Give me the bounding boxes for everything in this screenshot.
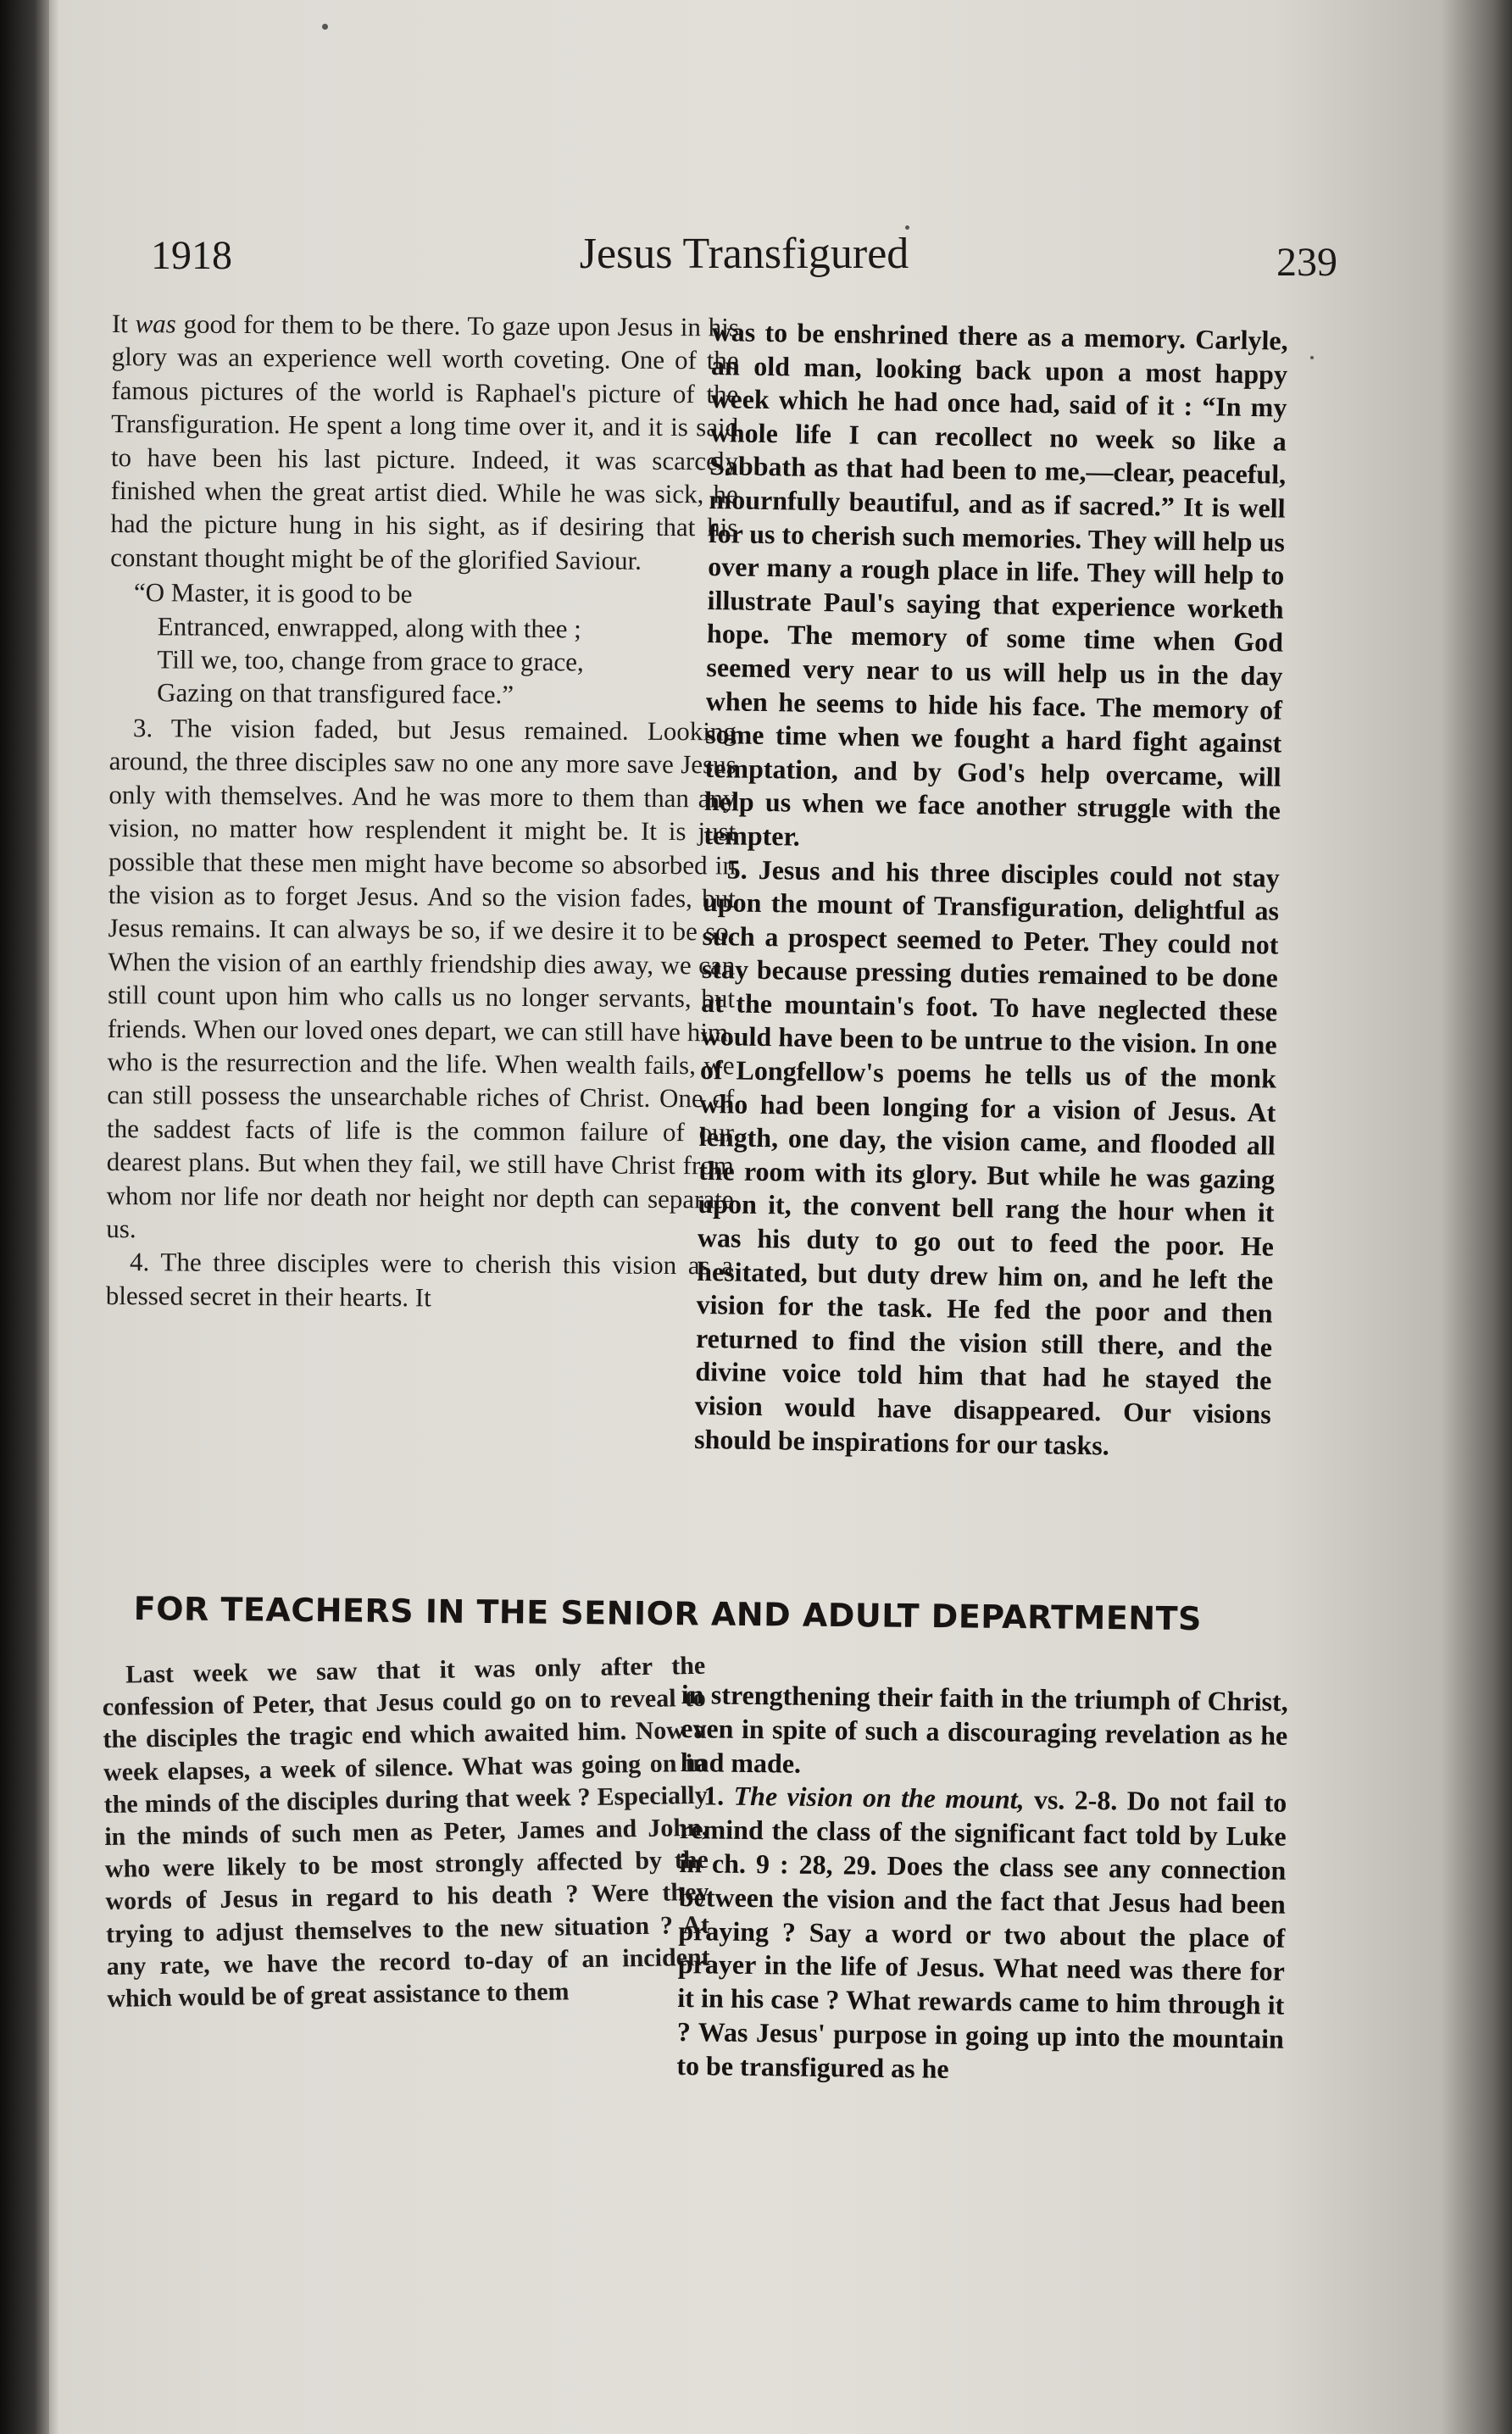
poem-line: Entranced, enwrapped, along with thee ; bbox=[157, 610, 581, 644]
header-title: Jesus Transfigured bbox=[579, 230, 909, 278]
point-number: 1. bbox=[703, 1780, 734, 1812]
scan-speck bbox=[905, 225, 909, 230]
point-body: vs. 2-8. Do not fail to remind the class of the significant fact told by Luke in ch. 9 : 28, 29. Does the class see any connection between the vision and the fact that Jesus had been praying ? Say a word or two about the place of prayer in the life of Jesus. What need was there for it in his case ? What rewards came to him through it ? Was Jesus' purpose in going up into the mountain to be transfigured as he bbox=[676, 1784, 1287, 2084]
lower-left-column bbox=[102, 1650, 711, 2015]
page-number: 239 bbox=[1276, 240, 1337, 285]
poem-line: Gazing on that transfigured face.” bbox=[157, 677, 514, 710]
scan-speck bbox=[322, 24, 328, 30]
paragraph-4-continued: was to be enshrined there as a memory. Carlyle, an old man, looking back upon a most happy week which he had once had, said of it : “In my whole life I can recollect no week so like a Sabbath as that had been to me,—clear, peaceful, mournfully beautiful, and as if sacred.” It is well for us to cherish such memories. They will help us over many a rough place in life. They will help to illustrate Paul's saying that experience worketh hope. The memory of some time when God seemed very near to us will help us in the day when he seems to hide his face. The memory of some time when we fought a hard fight against temptation, and by God's help overcame, will help us when we face another struggle with the tempter. bbox=[703, 315, 1288, 852]
poem-line: Till we, too, change from grace to grace, bbox=[157, 644, 584, 677]
running-header bbox=[151, 229, 1337, 297]
paragraph-3: 3. The vision faded, but Jesus remained. Looking around, the three disciples saw no one any more save Jesus only with themselves. And he was more to them than any vision, no matter how resplendent it might be. It is just possible that these men might have become so absorbed in the vision as to forget Jesus. And so the vision fades, but Jesus remains. It can always be so, if we desire it to be so. When the vision of an earthly friendship dies away, we can still count upon him who calls us no longer servants, but friends. When our loved ones depart, we can still have him, who is the resurrection and the life. When wealth fails, we can still possess the unsearchable riches of Christ. One of the saddest facts of life is the common failure of our dearest plans. But when they fail, we still have Christ from whom nor life nor death nor height nor depth can separate us. bbox=[106, 713, 737, 1244]
upper-right-column bbox=[694, 315, 1288, 1465]
teachers-intro-continued: in strengthening their faith in the triumph of Christ, even in spite of such a discouraging revelation as he had made. bbox=[680, 1678, 1288, 1779]
book-page bbox=[49, 0, 1490, 2434]
paragraph-intro-lead: It bbox=[111, 308, 136, 339]
poem-line: “O Master, it is good to be bbox=[133, 577, 413, 609]
paragraph-4: 4. The three disciples were to cherish this vision as a blessed secret in their hearts. It bbox=[105, 1247, 734, 1313]
poem-quote bbox=[133, 575, 737, 713]
lower-right-column bbox=[676, 1678, 1288, 2090]
header-year: 1918 bbox=[151, 233, 232, 278]
emphasis-was: was bbox=[135, 308, 176, 339]
teachers-intro-paragraph: Last week we saw that it was only after the confession of Peter, that Jesus could go on to reveal to the disciples the tragic end which awaited him. Now a week elapses, a week of silence. What was going on in the minds of the disciples during that week ? Especially in the minds of such men as Peter, James and John, who were likely to be most strongly affected by the words of Jesus in regard to his death ? Were they trying to adjust themselves to the new situation ? At any rate, we have the record to-day of an incident which would be of great assistance to them bbox=[102, 1651, 710, 2013]
paragraph-5: 5. Jesus and his three disciples could not stay upon the mount of Transfiguration, delightful as such a prospect seemed to Peter. They could not stay because pressing duties remained to be done at the mountain's foot. To have neglected these would have been to be untrue to the vision. In one of Longfellow's poems he tells us of the monk who had been longing for a vision of Jesus. At length, one day, the vision came, and flooded all the room with its glory. But while he was gazing upon it, the convent bell rang the hour when it was his duty to go out to feed the poor. He hesitated, but duty drew him on, and he left the vision for the task. He fed the poor and then returned to find the vision still there, and the divine voice told him that had he stayed the vision would have disappeared. Our visions should be inspirations for our tasks. bbox=[693, 853, 1280, 1461]
paragraph-intro bbox=[110, 307, 739, 578]
scan-speck bbox=[1310, 356, 1314, 359]
book-spine-shadow bbox=[0, 0, 49, 2434]
teachers-point-1 bbox=[676, 1779, 1287, 2090]
section-heading: FOR TEACHERS IN THE SENIOR AND ADULT DEPARTMENTS bbox=[133, 1590, 1203, 1638]
paragraph-intro-body: good for them to be there. To gaze upon Jesus in his glory was an experience well worth coveting. One of the famous pictures of the world is Raphael's picture of the Transfiguration. He spent a long time over it, and it is said to have been his last picture. Indeed, it was scarcely finished when the great artist died. While he was sick, he had the picture hung in his sight, as if desiring that his constant thought might be of the glorified Saviour. bbox=[110, 308, 739, 575]
upper-left-column bbox=[106, 307, 739, 1316]
point-heading: The vision on the mount, bbox=[733, 1781, 1025, 1815]
